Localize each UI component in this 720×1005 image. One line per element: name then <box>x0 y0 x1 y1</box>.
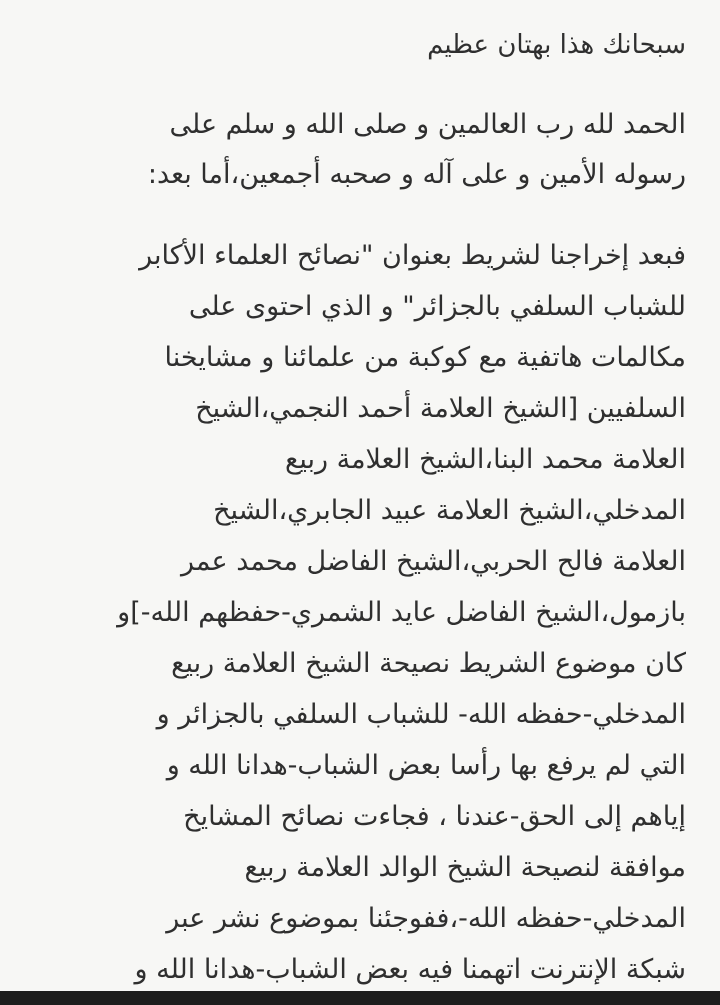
main-paragraph <box>34 230 686 995</box>
article-heading: سبحانك هذا بهتان عظيم <box>427 30 686 60</box>
intro-paragraph <box>34 100 686 200</box>
article-body <box>34 20 686 1005</box>
body-line: للشباب السلفي بالجزائر" و الذي احتوى على <box>188 291 686 322</box>
body-line: مكالمات هاتفية مع كوكبة من علمائنا و مشايخنا <box>164 342 686 373</box>
body-line: المدخلي-حفظه الله-،ففوجئنا بموضوع نشر عبر <box>166 903 686 934</box>
body-line: فبعد إخراجنا لشريط بعنوان "نصائح العلماء الأكابر <box>139 240 686 271</box>
body-line: السلفيين [الشيخ العلامة أحمد النجمي،الشيخ <box>195 393 686 424</box>
body-line: شبكة الإنترنت اتهمنا فيه بعض الشباب-هدانا الله و <box>134 954 686 985</box>
intro-line: رسوله الأمين و على آله و صحبه أجمعين،أما بعد: <box>147 159 686 190</box>
body-line: المدخلي،الشيخ العلامة عبيد الجابري،الشيخ <box>213 495 686 526</box>
intro-line: الحمد لله رب العالمين و صلى الله و سلم على <box>169 109 686 140</box>
body-line: التي لم يرفع بها رأسا بعض الشباب-هدانا الله و <box>166 750 686 781</box>
body-line: كان موضوع الشريط نصيحة الشيخ العلامة ربيع <box>171 648 686 679</box>
body-line: المدخلي-حفظه الله- للشباب السلفي بالجزائر و <box>156 699 686 730</box>
bottom-edge-bar <box>0 991 720 1005</box>
body-line: بازمول،الشيخ الفاضل عايد الشمري-حفظهم الله-]و <box>117 597 686 628</box>
body-line: العلامة محمد البنا،الشيخ العلامة ربيع <box>284 444 686 475</box>
body-line: إياهم إلى الحق-عندنا ، فجاءت نصائح المشايخ <box>183 801 686 832</box>
body-line: موافقة لنصيحة الشيخ الوالد العلامة ربيع <box>244 852 686 883</box>
body-line: العلامة فالح الحربي،الشيخ الفاضل محمد عمر <box>181 546 686 577</box>
